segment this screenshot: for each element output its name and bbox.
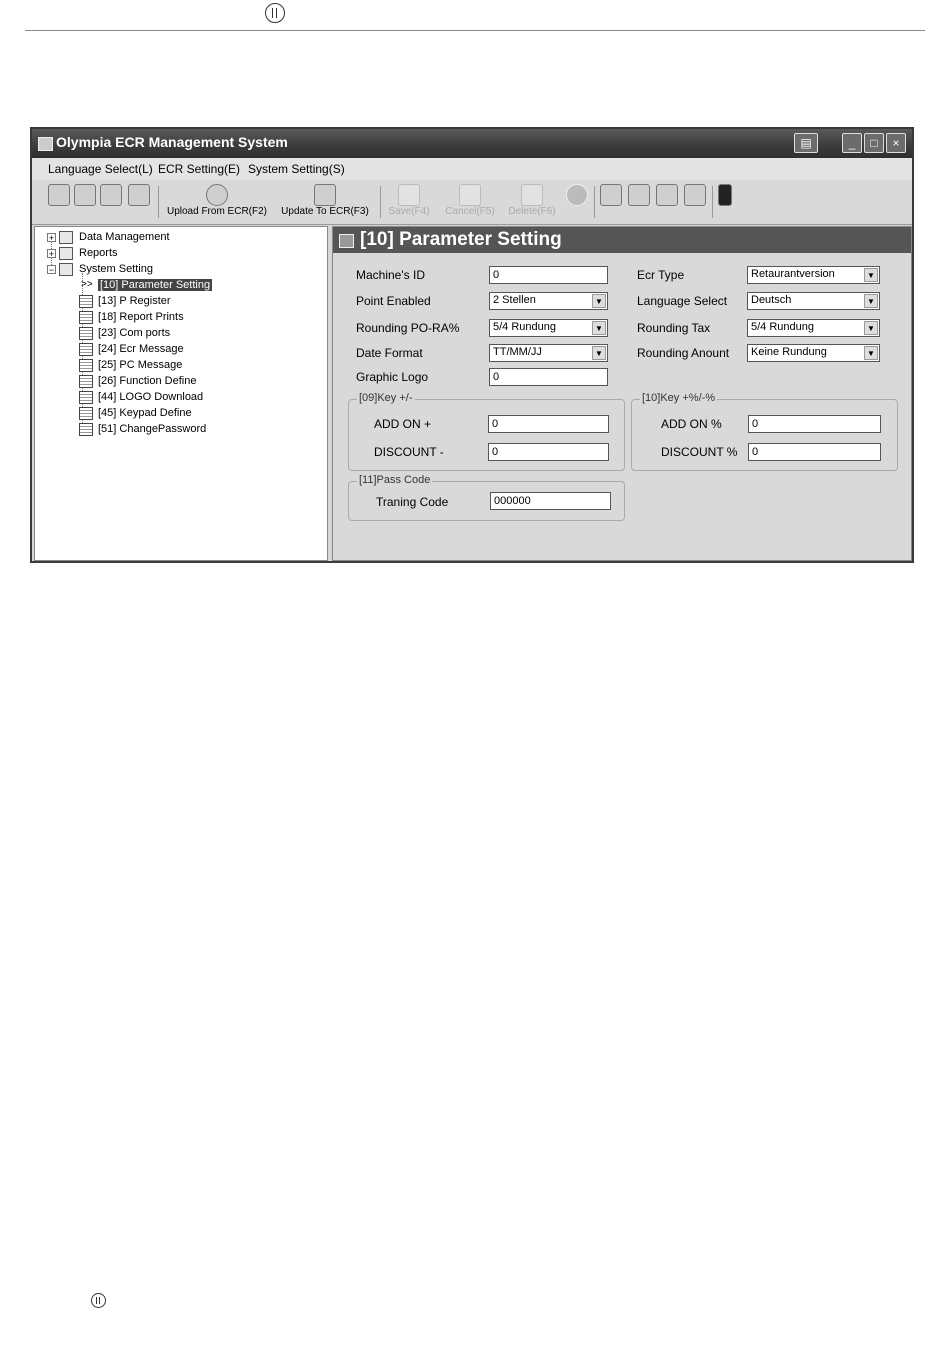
header-rule [25,30,925,31]
language-select-value: Deutsch [751,294,792,306]
tree-item-change-password[interactable]: [51] ChangePassword [98,423,207,435]
toolbar-tool3-button[interactable] [100,184,122,206]
key-plus-minus-title: [09]Key +/- [359,392,413,404]
toolbar-tool7-button[interactable] [656,184,678,206]
training-code-input[interactable] [490,492,611,510]
chevron-down-icon: ▼ [864,268,878,282]
chevron-down-icon: ▼ [592,294,606,308]
language-select-select[interactable] [747,292,880,310]
update-label: Update To ECR(F3) [281,206,369,217]
selected-marker: >> [81,279,93,290]
date-format-label: Date Format [356,346,423,360]
tree-item-p-register[interactable]: [13] P Register [98,295,171,307]
settings-folder-icon [59,263,73,276]
exit-door-icon [718,184,732,206]
table-icon [79,391,93,404]
rounding-tax-select[interactable] [747,319,880,337]
ecr-type-value: Retaurantversion [751,268,835,280]
chevron-down-icon: ▼ [592,321,606,335]
add-on-plus-input[interactable] [488,415,609,433]
chevron-down-icon: ▼ [864,346,878,360]
folder-icon [59,231,73,244]
upload-label: Upload From ECR(F2) [166,206,268,217]
machine-id-label: Machine's ID [356,268,425,282]
save-icon [398,184,420,206]
toolbar-tool2-button[interactable] [74,184,96,206]
date-format-value: TT/MM/JJ [493,346,542,358]
chevron-down-icon: ▼ [864,294,878,308]
collapse-icon[interactable]: − [48,265,55,275]
add-on-plus-label: ADD ON + [374,417,432,431]
tree-item-label: [10] Parameter Setting [100,279,211,291]
title-bar [32,129,912,158]
panel-icon [339,234,354,248]
rounding-po-select[interactable] [489,319,608,337]
menu-bar [32,158,912,181]
toolbar-tool8-button[interactable] [684,184,706,206]
rounding-po-value: 5/4 Rundung [493,321,556,333]
tree-item-logo-download[interactable]: [44] LOGO Download [98,391,204,403]
exit-button[interactable] [718,184,732,206]
rounding-po-label: Rounding PO-RA% [356,321,460,335]
toolbar-tool4-button[interactable] [128,184,150,206]
toolbar-separator [594,186,595,218]
key-plus-minus-group [348,392,625,471]
delete-button[interactable] [504,184,560,217]
ecr-type-label: Ecr Type [637,268,685,282]
menu-ecr-setting[interactable]: ECR Setting(E) [158,162,241,176]
ecr-type-select[interactable] [747,266,880,284]
toolbar [32,180,912,225]
tree-item-reports[interactable]: Reports [79,247,118,259]
cancel-icon [459,184,481,206]
graphic-logo-label: Graphic Logo [356,370,429,384]
add-on-percent-input[interactable] [748,415,881,433]
tree-item-function-define[interactable]: [26] Function Define [98,375,197,387]
tree-item-parameter-setting[interactable] [98,279,212,291]
cancel-label: Cancel(F5) [445,206,495,217]
window-icon [684,184,706,206]
maximize-button[interactable]: □ [864,133,884,153]
rounding-tax-value: 5/4 Rundung [751,321,814,333]
date-format-select[interactable] [489,344,608,362]
cancel-button[interactable] [440,184,500,217]
app-icon [38,137,53,151]
minimize-button[interactable]: _ [842,133,862,153]
toolbar-tool6-button[interactable] [628,184,650,206]
save-button[interactable] [384,184,434,217]
table-icon [79,295,93,308]
chevron-down-icon: ▼ [592,346,606,360]
tree-item-ecr-message[interactable]: [24] Ecr Message [98,343,184,355]
key-percent-title: [10]Key +%/-% [642,392,716,404]
expand-icon[interactable]: + [48,233,55,243]
chart-icon [100,184,122,206]
olympia-footer-logo-icon [91,1293,106,1308]
toolbar-separator [380,186,381,218]
table-icon [79,311,93,324]
toolbar-tool5-button[interactable] [600,184,622,206]
point-enabled-select[interactable] [489,292,608,310]
add-on-percent-label: ADD ON % [661,417,722,431]
discount-minus-input[interactable] [488,443,609,461]
expand-icon[interactable]: + [48,249,55,259]
chevron-down-icon: ▼ [864,321,878,335]
tree-item-keypad-define[interactable]: [45] Keypad Define [98,407,192,419]
update-icon [314,184,336,206]
database-icon [628,184,650,206]
key-percent-group [631,392,898,471]
table-icon [79,327,93,340]
list-icon [128,184,150,206]
close-circle-icon [566,184,588,206]
delete-label: Delete(F6) [508,206,556,217]
update-button[interactable] [276,184,374,217]
close-button[interactable]: × [886,133,906,153]
toolbar-separator [158,186,159,218]
panel-header [333,227,911,253]
upload-button[interactable] [164,184,270,217]
delete-icon [521,184,543,206]
olympia-logo-icon [265,3,285,23]
discount-percent-label: DISCOUNT % [661,445,738,459]
save-label: Save(F4) [388,206,430,217]
tree-item-data-management[interactable]: Data Management [79,231,170,243]
tool1-icon [48,184,70,206]
language-select-label: Language Select [637,294,728,308]
table-icon [79,375,93,388]
document-icon [656,184,678,206]
print-icon[interactable]: ▤ [794,133,818,153]
point-enabled-value: 2 Stellen [493,294,536,306]
tree-item-com-ports[interactable]: [23] Com ports [98,327,171,339]
menu-language-select[interactable]: Language Select(L) [48,162,153,176]
globe-icon [206,184,228,206]
panel-title: [10] Parameter Setting [360,229,562,250]
tree-item-system-setting[interactable]: System Setting [79,263,153,275]
discount-minus-label: DISCOUNT - [374,445,444,459]
rounding-amount-label: Rounding Anount [637,346,730,360]
pass-code-group [348,474,625,521]
reports-icon [59,247,73,260]
table-icon [79,343,93,356]
graphic-logo-input[interactable] [489,368,608,386]
close-x-button[interactable] [566,184,588,206]
toolbar-tool1-button[interactable] [48,184,70,206]
menu-system-setting[interactable]: System Setting(S) [248,162,345,176]
navigation-tree [34,226,328,561]
window-title: Olympia ECR Management System [56,134,288,150]
discount-percent-input[interactable] [748,443,881,461]
toolbar-separator [712,186,713,218]
app-window [30,127,914,563]
machine-id-input[interactable] [489,266,608,284]
table-icon [79,407,93,420]
training-code-label: Traning Code [376,495,449,509]
pass-code-title: [11]Pass Code [359,474,431,486]
point-enabled-label: Point Enabled [356,294,431,308]
table-icon [79,423,93,436]
rounding-amount-select[interactable] [747,344,880,362]
table-icon [79,359,93,372]
check-icon [74,184,96,206]
rounding-tax-label: Rounding Tax [637,321,711,335]
rounding-amount-value: Keine Rundung [751,346,827,358]
tree-item-report-prints[interactable]: [18] Report Prints [98,311,184,323]
tree-item-pc-message[interactable]: [25] PC Message [98,359,183,371]
parameter-panel [332,226,912,561]
edit-icon [600,184,622,206]
